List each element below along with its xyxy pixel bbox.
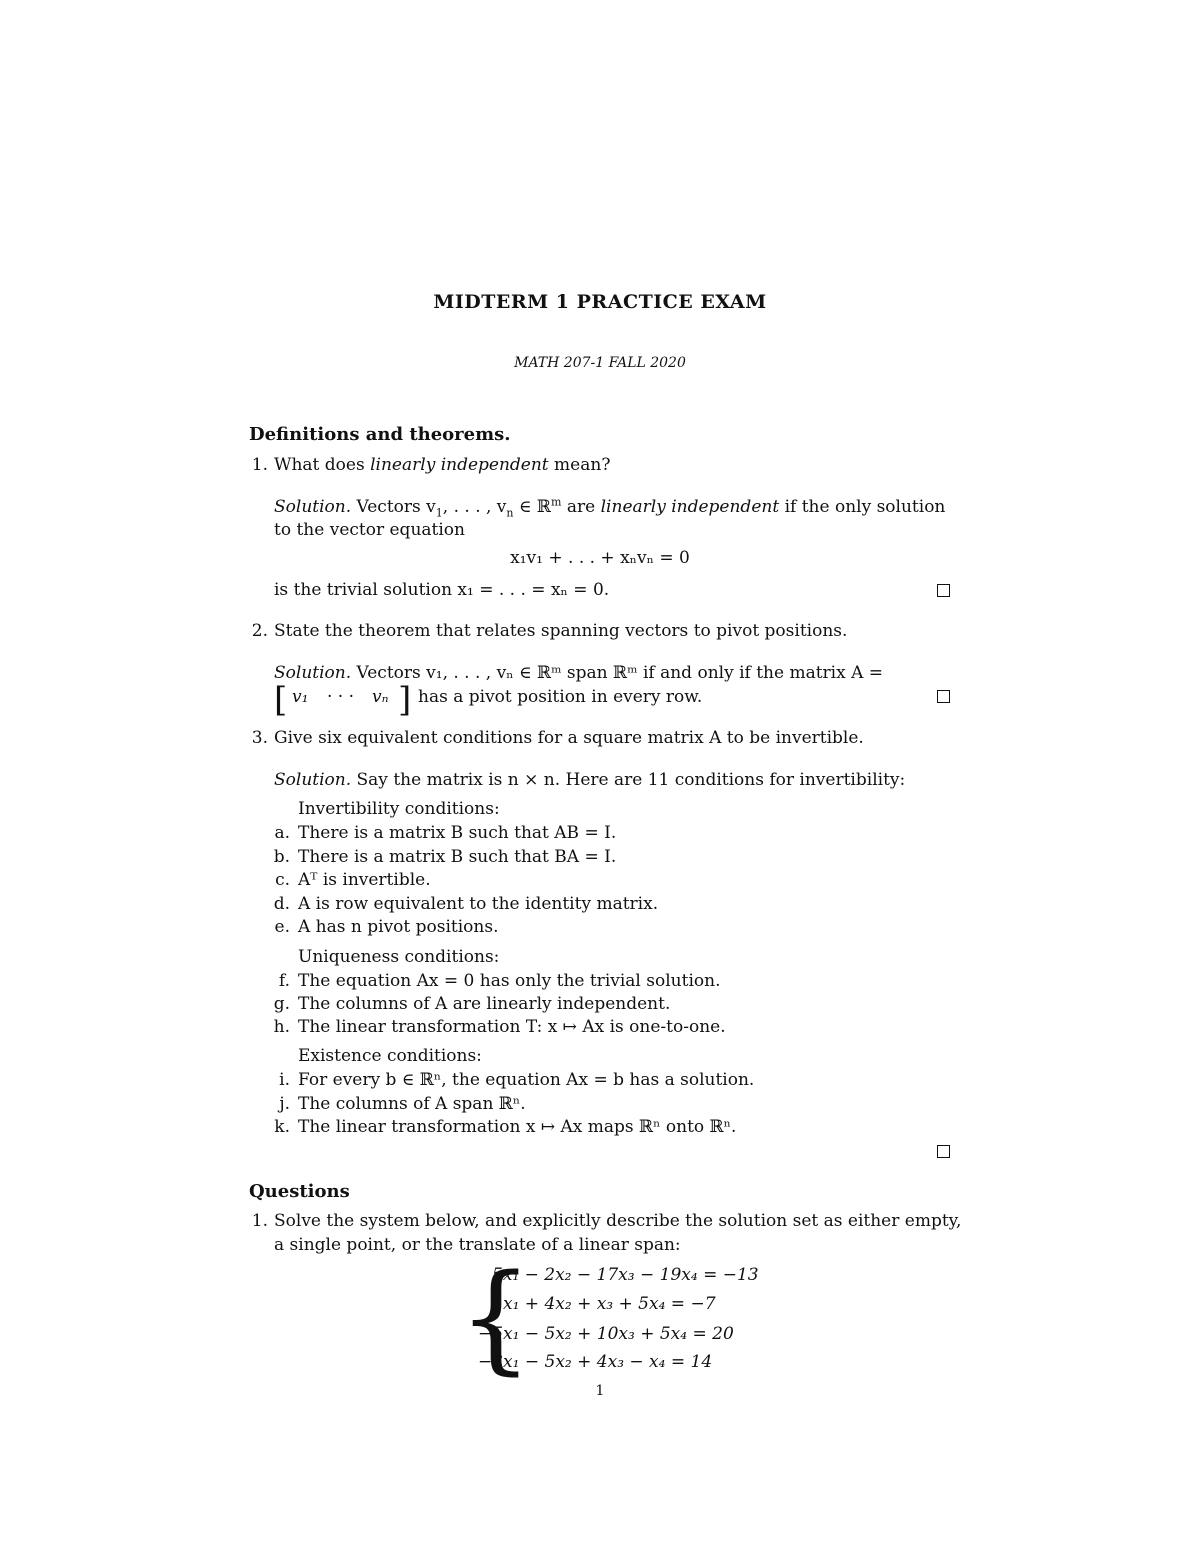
condition-label: a. [274, 823, 290, 843]
def-q1-pre: What does [274, 455, 371, 475]
matrix-left-bracket: [ [274, 680, 288, 720]
condition-text: There is a matrix B such that BA = I. [298, 847, 617, 867]
condition-label: i. [279, 1070, 290, 1090]
definitions-heading: Definitions and theorems. [249, 424, 511, 445]
questions-heading: Questions [249, 1181, 350, 1202]
def-q3-solution-line1: Solution. Say the matrix is n × n. Here are 11 conditions for invertibility: [274, 770, 906, 790]
condition-text: A has n pivot positions. [298, 917, 499, 937]
condition-text: The columns of A are linearly independent. [298, 994, 671, 1014]
def-q1-term: linearly independent [370, 455, 549, 475]
question-q1-number: 1. [251, 1211, 268, 1231]
def-q2-solution-line2: has a pivot position in every row. [418, 687, 703, 707]
condition-label: h. [273, 1017, 290, 1037]
matrix-entry: vₙ [372, 687, 389, 707]
def-q1-post: mean? [548, 455, 611, 475]
def-q2-solution-line1: Solution. Vectors v₁, . . . , vₙ ∈ ℝᵐ span ℝᵐ if and only if the matrix A = [274, 663, 884, 683]
system-equation: x₁ + 4x₂ + x₃ + 5x₄ = −7 [503, 1294, 716, 1314]
condition-text: For every b ∈ ℝⁿ, the equation Ax = b has a solution. [298, 1070, 755, 1090]
group-heading: Existence conditions: [298, 1046, 482, 1066]
condition-text: There is a matrix B such that AB = I. [298, 823, 617, 843]
def-q1-solution-line2: to the vector equation [274, 520, 465, 540]
def-q3-number: 3. [251, 728, 268, 748]
condition-label: c. [275, 870, 290, 890]
condition-text: A is row equivalent to the identity matrix. [298, 894, 659, 914]
condition-label: k. [274, 1117, 290, 1137]
course-subtitle: MATH 207-1 FALL 2020 [514, 355, 686, 371]
def-q2-text: State the theorem that relates spanning vectors to pivot positions. [274, 621, 848, 641]
system-left-brace: { [458, 1248, 534, 1386]
system-equation: 5x₁ − 2x₂ − 17x₃ − 19x₄ = −13 [492, 1265, 759, 1285]
group-heading: Uniqueness conditions: [298, 947, 500, 967]
condition-text: The equation Ax = 0 has only the trivial solution. [298, 971, 721, 991]
condition-label: d. [273, 894, 290, 914]
solution-label: Solution. [274, 770, 352, 790]
condition-label: b. [273, 847, 290, 867]
condition-text: The columns of A span ℝⁿ. [298, 1094, 526, 1114]
solution-label: Solution. [274, 497, 352, 517]
solution-label: Solution. [274, 663, 352, 683]
exam-title: MIDTERM 1 PRACTICE EXAM [433, 291, 767, 313]
condition-label: e. [274, 917, 290, 937]
def-q3-text: Give six equivalent conditions for a square matrix A to be invertible. [274, 728, 864, 748]
group-heading: Invertibility conditions: [298, 799, 500, 819]
qed-icon [937, 584, 950, 601]
condition-text: The linear transformation T: x ↦ Ax is one-to-one. [298, 1017, 726, 1037]
qed-icon [937, 1145, 950, 1162]
matrix-entry: v₁ [292, 687, 309, 707]
question-q1-line2: a single point, or the translate of a linear span: [274, 1235, 681, 1255]
def-q1-solution-line4: is the trivial solution x₁ = . . . = xₙ = 0. [274, 580, 610, 600]
def-q1-text [274, 457, 610, 474]
def-q1-solution-line1: Solution. Vectors $v_1$, . . . , $v_n$ ∈ ℝ$^m$ are linearly independent if the only solution [274, 495, 946, 520]
question-q1-line1: Solve the system below, and explicitly describe the solution set as either empty, [274, 1211, 962, 1231]
system-equation: −5x₁ − 5x₂ + 10x₃ + 5x₄ = 20 [478, 1324, 734, 1344]
page-number: 1 [595, 1383, 605, 1399]
def-q2-number: 2. [251, 621, 268, 641]
condition-label: f. [278, 971, 290, 991]
condition-label: j. [279, 1094, 290, 1114]
system-equation: −3x₁ − 5x₂ + 4x₃ − x₄ = 14 [478, 1352, 713, 1372]
matrix-right-bracket: ] [398, 680, 412, 720]
condition-label: g. [273, 994, 290, 1014]
qed-icon [937, 690, 950, 707]
matrix-entry: · · · [327, 687, 355, 707]
condition-text: The linear transformation x ↦ Ax maps ℝⁿ onto ℝⁿ. [298, 1117, 737, 1137]
def-q1-number: 1. [251, 455, 268, 475]
def-q1-equation: x₁v₁ + . . . + xₙvₙ = 0 [510, 548, 690, 568]
condition-text: Aᵀ is invertible. [298, 870, 431, 890]
